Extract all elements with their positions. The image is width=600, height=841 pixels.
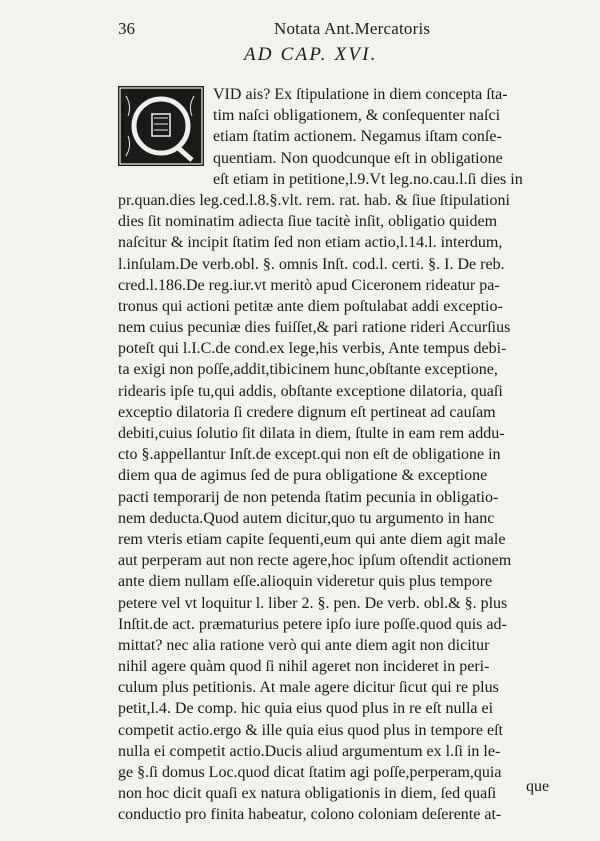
text-line: exceptio dilatoria ſi credere dignum eſt pertineat ad cauſam [118,403,496,421]
text-line: petere vel vt loquitur l. liber 2. §. pen. De verb. obl.& §. plus [118,594,508,612]
text-line: nihil agere quàm quod ſi nihil ageret non incideret in peri- [118,658,490,676]
text-line: culum plus petitionis. At male agere dicitur ſicut qui re plus [118,679,499,697]
text-line: cto §.appellantur Inſt.de except.qui non eſt de obligatione in [118,446,501,464]
text-line: quentiam. Non quodcunque eſt in obligatione [213,149,503,167]
text-line: dies ſit nominatim adiecta ſiue tacitè inſit, obligatio quidem [118,213,498,231]
catchword: que [526,778,550,795]
text-line: tronus qui actioni petitæ ante diem poſtulabat addi exceptio- [118,297,503,315]
text-line: competit actio.ergo & ille quia eius quod plus in tempore eſt [118,721,503,739]
text-line: non hoc dicit quaſi ex natura obligationis in diem, ſed quaſi [118,785,497,803]
text-line: pr.quan.dies leg.ced.l.8.§.vlt. rem. rat. hab. & ſiue ſtipulationi [118,191,510,209]
text-line: aut perperam aut non recte agere,hoc ipſum oſtendit actionem [118,552,512,570]
text-line: diem qua de agimus ſed de pura obligatione & exceptione [118,467,488,485]
text-line: nulla ei competit actio.Ducis aliud argumentum ex l.ſi in le- [118,742,501,760]
text-line: pacti temporarij de non petenda ſtatim pecunia in obligatio- [118,488,499,506]
body-text [118,84,560,826]
text-line: conductio pro finita habeatur, colono coloniam deſerente at- [118,806,502,824]
text-line: Inſtit.de act. præmaturius petere ipſo iure poſſe.quod quis ad- [118,615,507,633]
text-line: eſt etiam in petitione,l.9.Vt leg.no.cau.l.ſi dies in [213,170,523,188]
text-line: ridearis ipſe tu,qui addis, obſtante exceptione dilatoria, quaſi [118,382,503,400]
text-line: l.inſulam.De verb.obl. §. omnis Inſt. cod.l. certi. §. I. De reb. [118,255,505,273]
running-head: Notata Ant.Mercatoris [274,19,431,38]
text-line: naſcitur & incipit ſtatim ſed non etiam actio,l.14.l. interdum, [118,234,503,252]
text-line: debiti,cuius ſolutio ſit dilata in diem, ſtulte in eam rem addu- [118,425,505,442]
chapter-heading: AD CAP. XVI. [244,44,378,65]
text-line: cred.l.186.De reg.iur.vt meritò apud Ciceronem rideatur pa- [118,276,500,294]
text-line: rem vteris etiam capite ſequenti,eum qui ante diem agit male [118,530,506,548]
page-number: 36 [118,19,135,38]
text-line: poteſt qui l.I.C.de cond.ex lege,his verbis, Ante tempus debi- [118,340,507,358]
text-line: nem cuius pecuniæ dies fuiſſet,& pari ratione rideri Accurſius [118,319,511,337]
text-line: ge §.ſi domus Loc.quod dicat ſtatim agi poſſe,perperam,quia [118,764,502,781]
text-line: petit,l.4. De comp. hic quia eius quod plus in re eſt nulla ei [118,700,494,718]
text-line: tim naſci obligationem, & conſequenter naſci [213,107,501,125]
page-header [118,17,560,39]
text-line: nem deducta.Quod autem dicitur,quo tu argumento in hanc [118,509,495,527]
text-line: ta exigi non poſſe,addit,tibicinem hunc,obſtante exceptione, [118,361,498,379]
text-line: mittat? nec alia ratione verò qui ante diem agit non dicitur [118,636,490,654]
text-line: etiam ſtatim actionem. Negamus iſtam conſe- [213,128,502,146]
text-line: VID ais? Ex ſtipulatione in diem concepta ſta- [213,86,508,103]
text-line: ante diem nullam eſſe.alioquin videretur quis plus tempore [118,573,493,591]
